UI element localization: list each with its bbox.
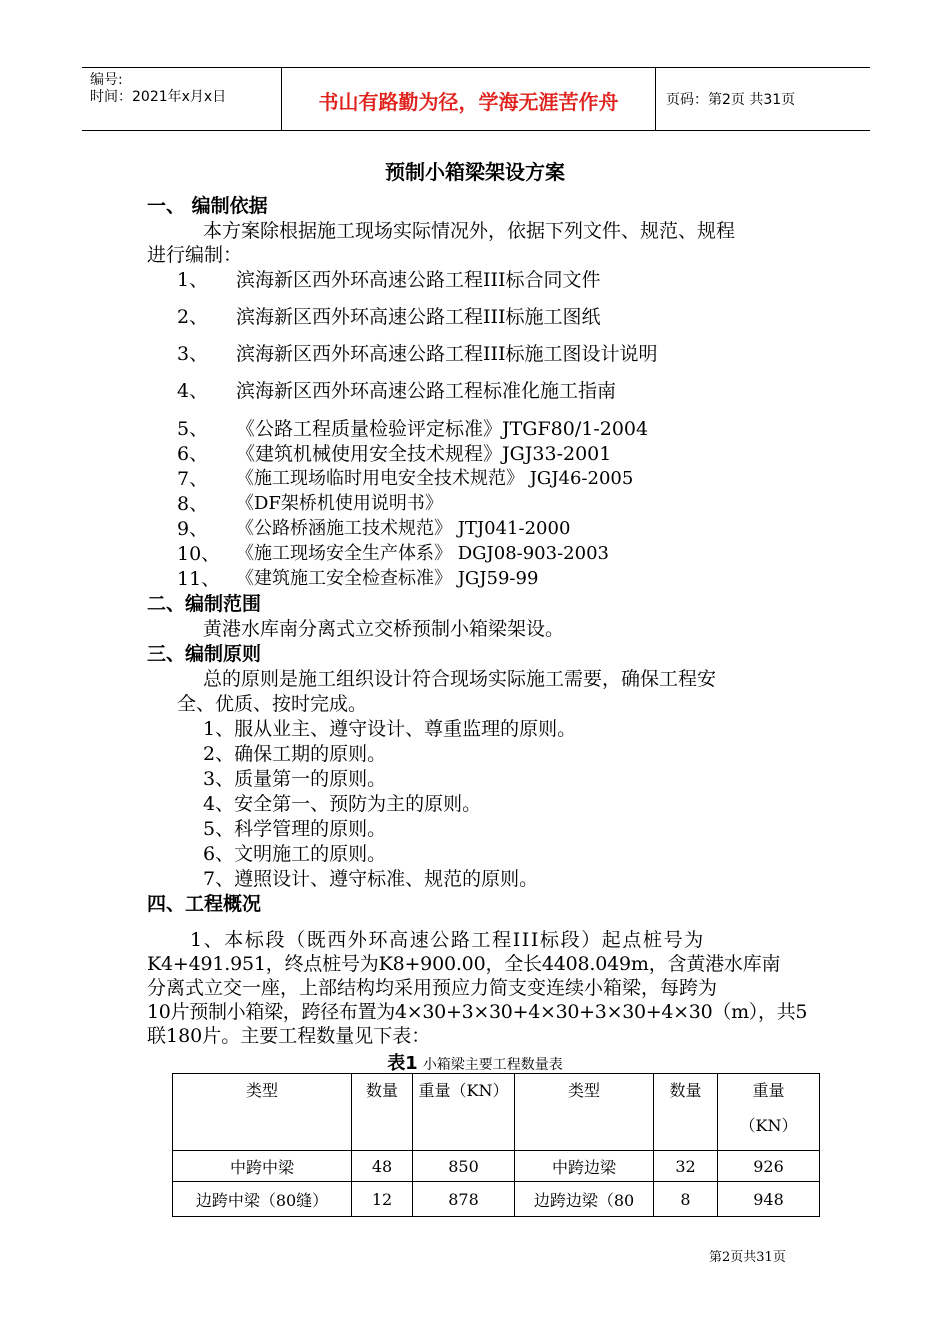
list-item-number: 1、 [177, 269, 209, 291]
list-item-number: 3、 [177, 343, 209, 365]
table-cell: 中跨边梁 [515, 1151, 654, 1182]
overview-line: 10片预制小箱梁，跨径布置为4×30+3×30+4×30+3×30+4×30（m），共5 [147, 1001, 808, 1023]
section-3-heading: 三、编制原则 [147, 643, 262, 665]
list-item: 《DF架桥机使用说明书》 [236, 493, 443, 514]
list-item-number: 8、 [177, 493, 209, 515]
section-1-intro: 本方案除根据施工现场实际情况外，依据下列文件、规范、规程 [203, 220, 736, 242]
list-item-number: 2、 [177, 306, 209, 328]
table-header-cell: 重量（KN） [413, 1074, 515, 1151]
table-cell: 中跨中梁 [173, 1151, 352, 1182]
header-divider [655, 68, 656, 130]
table-cell: 948 [718, 1182, 820, 1217]
header-meta [90, 72, 226, 106]
table-cell: 878 [413, 1182, 515, 1217]
list-item: 滨海新区西外环高速公路工程III标合同文件 [236, 269, 601, 291]
table-header-cell: 数量 [352, 1074, 413, 1151]
list-item: 《建筑机械使用安全技术规程》JGJ33-2001 [236, 443, 612, 465]
code-label: 编号: [90, 72, 123, 88]
section-3-intro: 总的原则是施工组织设计符合现场实际施工需要，确保工程安 [203, 668, 717, 690]
principle-item: 1、服从业主、遵守设计、尊重监理的原则。 [203, 718, 577, 740]
list-item: 《施工现场临时用电安全技术规范》 JGJ46-2005 [236, 468, 634, 489]
table-header-cell: 数量 [654, 1074, 718, 1151]
list-item-number: 5、 [177, 418, 209, 440]
principle-item: 5、科学管理的原则。 [203, 818, 387, 840]
principle-item: 2、确保工期的原则。 [203, 743, 387, 765]
table-row [173, 1182, 820, 1217]
table-cell: 850 [413, 1151, 515, 1182]
table-header-cell: 类型 [515, 1074, 654, 1151]
table-header-cell [718, 1074, 820, 1151]
table-cell: 8 [654, 1182, 718, 1217]
principle-item: 6、文明施工的原则。 [203, 843, 387, 865]
section-2-heading: 二、编制范围 [147, 593, 262, 615]
table-cell: 32 [654, 1151, 718, 1182]
list-item: 《公路工程质量检验评定标准》JTGF80/1-2004 [236, 418, 649, 440]
overview-line: 联180片。主要工程数量见下表： [147, 1025, 431, 1047]
header-motto: 书山有路勤为径，学海无涯苦作舟 [318, 90, 619, 114]
principle-item: 3、质量第一的原则。 [203, 768, 387, 790]
list-item-number: 11、 [177, 568, 221, 590]
table-header-row [173, 1074, 820, 1151]
principle-item: 4、安全第一、预防为主的原则。 [203, 793, 482, 815]
list-item: 《公路桥涵施工技术规范》 JTJ041-2000 [236, 518, 571, 539]
list-item-number: 9、 [177, 518, 209, 540]
table-header-cell: 类型 [173, 1074, 352, 1151]
table-cell: 边跨中梁（80缝） [173, 1182, 352, 1217]
list-item-number: 7、 [177, 468, 209, 490]
list-item: 《建筑施工安全检查标准》 JGJ59-99 [236, 568, 539, 589]
list-item-number: 6、 [177, 443, 209, 465]
header-weight-unit: （KN） [739, 1116, 798, 1135]
list-item-number: 4、 [177, 380, 209, 402]
table-row [173, 1151, 820, 1182]
list-item: 《施工现场安全生产体系》 DGJ08-903-2003 [236, 543, 609, 564]
table-caption [0, 1049, 950, 1075]
overview-line: 1、本标段（既西外环高速公路工程III标段）起点桩号为 [190, 929, 705, 951]
table-cell: 边跨边梁（80 [515, 1182, 654, 1217]
table-caption-text: 小箱梁主要工程数量表 [422, 1057, 563, 1073]
section-2-text: 黄港水库南分离式立交桥预制小箱梁架设。 [203, 618, 565, 640]
section-1-heading: 一、 编制依据 [147, 195, 268, 217]
page-number-label: 页码：第2页 共31页 [666, 92, 796, 108]
header-weight-label: 重量 [752, 1081, 785, 1100]
table-caption-number: 表1 [387, 1053, 418, 1074]
principle-item: 7、遵照设计、遵守标准、规范的原则。 [203, 868, 539, 890]
section-4-heading: 四、工程概况 [147, 893, 262, 915]
section-3-intro: 全、优质、按时完成。 [177, 693, 368, 715]
time-label: 时间：2021年x月x日 [90, 89, 227, 105]
overview-line: 分离式立交一座，上部结构均采用预应力简支变连续小箱梁，每跨为 [147, 977, 718, 999]
list-item: 滨海新区西外环高速公路工程标准化施工指南 [236, 380, 617, 402]
document-title: 预制小箱梁架设方案 [385, 160, 565, 184]
list-item: 滨海新区西外环高速公路工程III标施工图设计说明 [236, 343, 658, 365]
quantity-table [172, 1073, 820, 1217]
overview-line: K4+491.951，终点桩号为K8+900.00，全长4408.049m，含黄港水库南 [147, 953, 781, 975]
list-item-number: 10、 [177, 543, 221, 565]
table-cell: 926 [718, 1151, 820, 1182]
list-item: 滨海新区西外环高速公路工程III标施工图纸 [236, 306, 601, 328]
table-cell: 12 [352, 1182, 413, 1217]
page-footer: 第2页共31页 [709, 1250, 786, 1265]
page-header [82, 67, 870, 131]
table-cell: 48 [352, 1151, 413, 1182]
section-1-intro: 进行编制： [147, 244, 243, 266]
